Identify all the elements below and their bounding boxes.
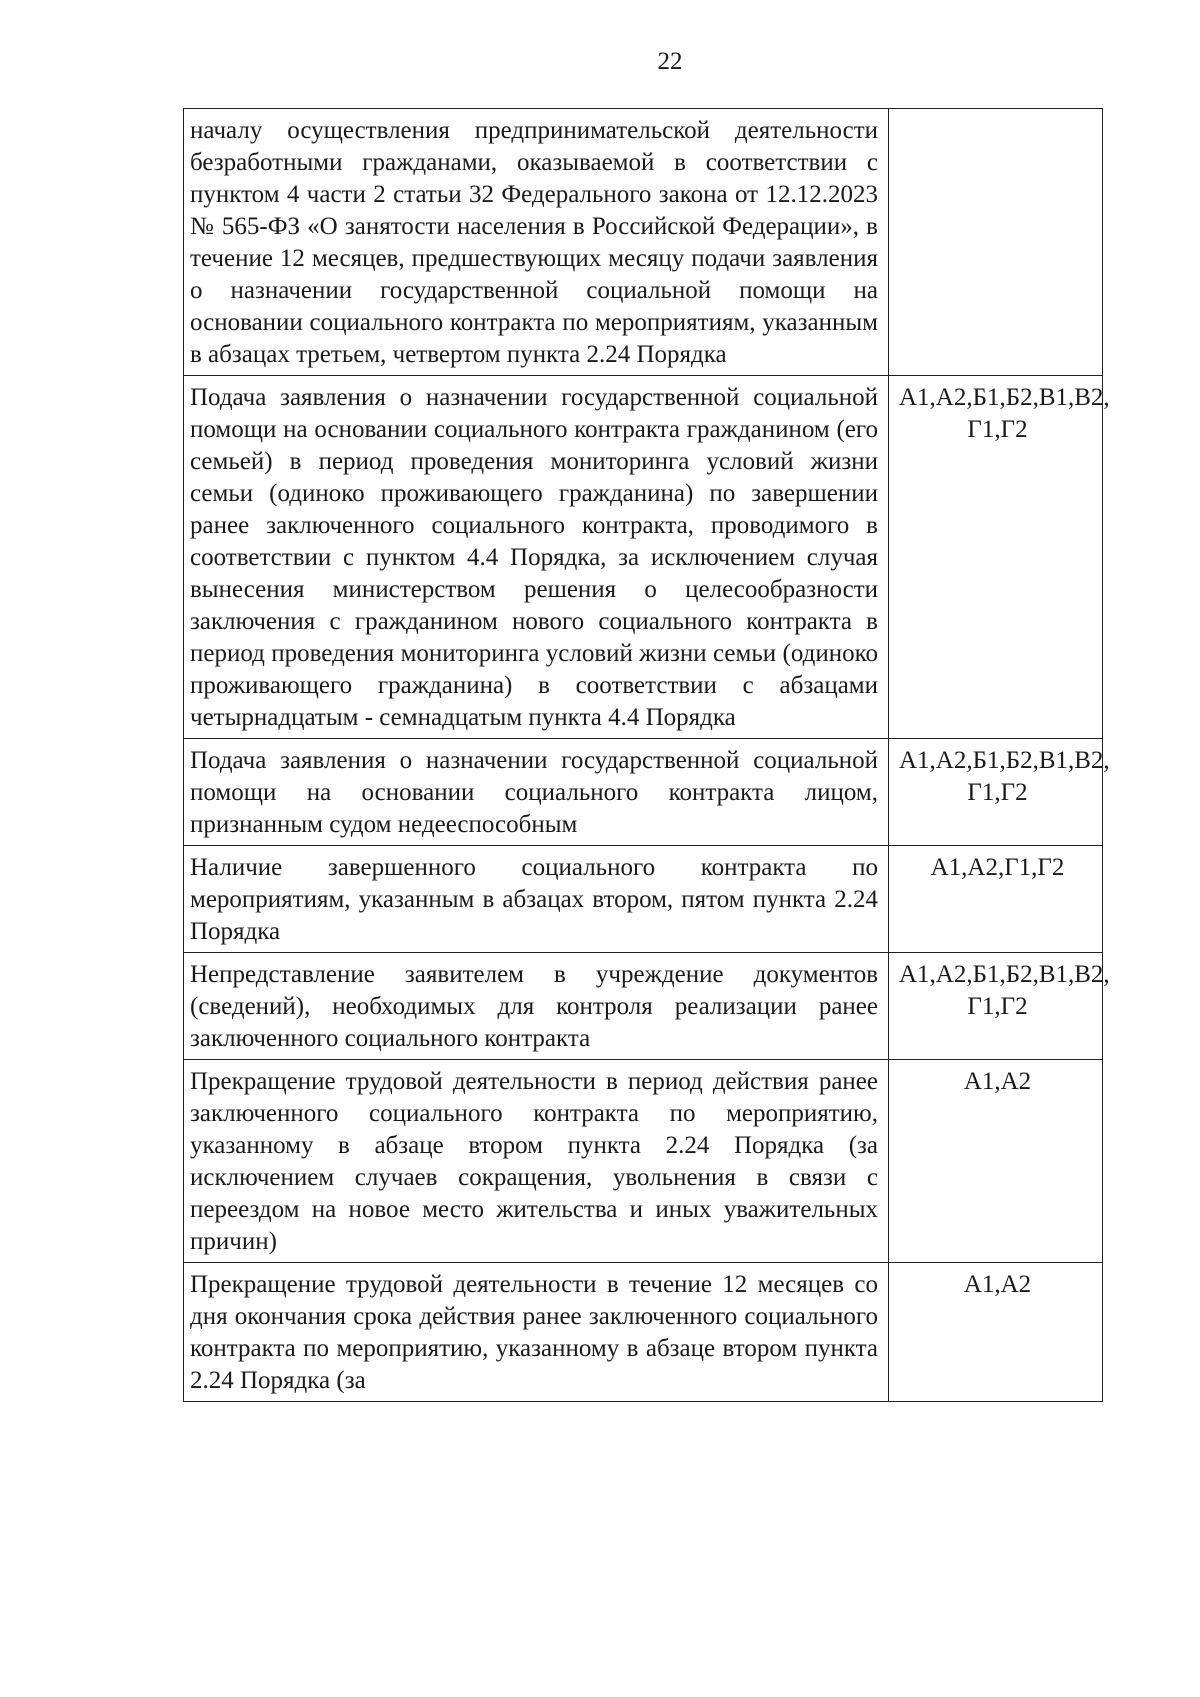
- table-row: [184, 953, 1103, 1060]
- table-row: [184, 739, 1103, 846]
- codes-cell: А1,А2,Г1,Г2: [889, 846, 1103, 953]
- conditions-table: [183, 108, 1110, 1402]
- codes-cell: [889, 109, 1103, 376]
- table-row: [184, 1060, 1103, 1263]
- condition-cell: Подача заявления о назначении государственной социальной помощи на основании социального контракта гражданином (его семьей) в период проведения мониторинга условий жизни семьи (одиноко проживающего гражданина) по завершении ранее заключенного социального контракта, проводимого в соответствии с пунктом 4.4 Порядка, за исключением случая вынесения министерством решения о целесообразности заключения с гражданином нового социального контракта в период проведения мониторинга условий жизни семьи (одиноко проживающего гражданина) в соответствии с абзацами четырнадцатым - семнадцатым пункта 4.4 Порядка: [184, 376, 889, 739]
- condition-cell: началу осуществления предпринимательской деятельности безработными гражданами, оказываемой в соответствии с пунктом 4 части 2 статьи 32 Федерального закона от 12.12.2023 № 565-ФЗ «О занятости населения в Российской Федерации», в течение 12 месяцев, предшествующих месяцу подачи заявления о назначении государственной социальной помощи на основании социального контракта по мероприятиям, указанным в абзацах третьем, четвертом пункта 2.24 Порядка: [184, 109, 889, 376]
- table-row: [184, 1263, 1103, 1402]
- codes-cell: А1,А2,Б1,Б2,В1,В2, Г1,Г2: [889, 376, 1103, 739]
- condition-cell: Подача заявления о назначении государственной социальной помощи на основании социального контракта лицом, признанным судом недееспособным: [184, 739, 889, 846]
- table-row: [184, 846, 1103, 953]
- codes-cell: А1,А2: [889, 1263, 1103, 1402]
- page-number: 22: [657, 48, 683, 75]
- condition-cell: Непредставление заявителем в учреждение документов (сведений), необходимых для контроля реализации ранее заключенного социального контракта: [184, 953, 889, 1060]
- codes-cell: А1,А2: [889, 1060, 1103, 1263]
- codes-cell: А1,А2,Б1,Б2,В1,В2, Г1,Г2: [889, 953, 1103, 1060]
- table-row: [184, 376, 1103, 739]
- table-row: [184, 109, 1103, 376]
- condition-cell: Наличие завершенного социального контракта по мероприятиям, указанным в абзацах втором, пятом пункта 2.24 Порядка: [184, 846, 889, 953]
- condition-cell: Прекращение трудовой деятельности в период действия ранее заключенного социального контракта по мероприятию, указанному в абзаце втором пункта 2.24 Порядка (за исключением случаев сокращения, увольнения в связи с переездом на новое место жительства и иных уважительных причин): [184, 1060, 889, 1263]
- codes-cell: А1,А2,Б1,Б2,В1,В2, Г1,Г2: [889, 739, 1103, 846]
- condition-cell: Прекращение трудовой деятельности в течение 12 месяцев со дня окончания срока действия ранее заключенного социального контракта по мероприятию, указанному в абзаце втором пункта 2.24 Порядка (за: [184, 1263, 889, 1402]
